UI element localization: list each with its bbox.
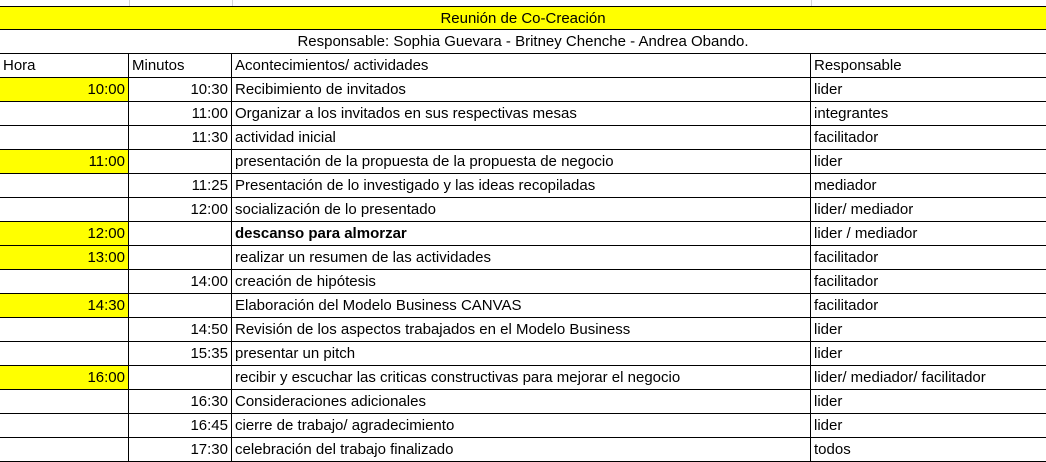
cell-minutos[interactable]: 17:30 <box>129 438 232 462</box>
cell-actividad[interactable]: Organizar a los invitados en sus respectivas mesas <box>232 102 811 126</box>
cell-actividad[interactable]: actividad inicial <box>232 126 811 150</box>
cell-hora[interactable] <box>0 102 129 126</box>
cell-actividad[interactable]: cierre de trabajo/ agradecimiento <box>232 414 811 438</box>
header-actividades[interactable]: Acontecimientos/ actividades <box>232 54 811 78</box>
cell-minutos[interactable]: 11:30 <box>129 126 232 150</box>
cell-minutos[interactable] <box>129 246 232 270</box>
cell-responsable[interactable]: facilitador <box>811 270 1046 294</box>
responsables-row <box>0 30 1046 54</box>
cell-hora[interactable]: 10:00 <box>0 78 129 102</box>
cell-hora[interactable]: 12:00 <box>0 222 129 246</box>
cell-responsable[interactable]: facilitador <box>811 246 1046 270</box>
table-row <box>0 198 1046 222</box>
header-responsable[interactable]: Responsable <box>811 54 1046 78</box>
table-row <box>0 366 1046 390</box>
table-row <box>0 438 1046 462</box>
cell-minutos[interactable]: 15:35 <box>129 342 232 366</box>
cell-minutos[interactable]: 11:00 <box>129 102 232 126</box>
cell-minutos[interactable]: 12:00 <box>129 198 232 222</box>
cell-minutos[interactable] <box>129 294 232 318</box>
cell-minutos[interactable]: 11:25 <box>129 174 232 198</box>
cell-hora[interactable]: 16:00 <box>0 366 129 390</box>
cell-actividad[interactable]: Presentación de lo investigado y las ideas recopiladas <box>232 174 811 198</box>
cell-actividad[interactable]: presentar un pitch <box>232 342 811 366</box>
cell-hora[interactable]: 14:30 <box>0 294 129 318</box>
cell-actividad[interactable]: Revisión de los aspectos trabajados en el Modelo Business <box>232 318 811 342</box>
cell-hora[interactable] <box>0 198 129 222</box>
cell-responsable[interactable]: facilitador <box>811 294 1046 318</box>
cell-minutos[interactable]: 10:30 <box>129 78 232 102</box>
cell-minutos[interactable]: 14:50 <box>129 318 232 342</box>
cell-hora[interactable] <box>0 318 129 342</box>
cell-hora[interactable] <box>0 414 129 438</box>
cell-actividad[interactable]: socialización de lo presentado <box>232 198 811 222</box>
cell-responsable[interactable]: lider <box>811 150 1046 174</box>
cell-responsable[interactable]: lider <box>811 414 1046 438</box>
cell-minutos[interactable]: 16:45 <box>129 414 232 438</box>
header-hora[interactable]: Hora <box>0 54 129 78</box>
cell-minutos[interactable]: 14:00 <box>129 270 232 294</box>
cell-responsable[interactable]: integrantes <box>811 102 1046 126</box>
sheet-title[interactable]: Reunión de Co-Creación <box>0 6 1046 30</box>
cell-actividad[interactable]: Recibimiento de invitados <box>232 78 811 102</box>
table-row <box>0 390 1046 414</box>
cell-actividad[interactable]: celebración del trabajo finalizado <box>232 438 811 462</box>
title-row <box>0 6 1046 30</box>
cell-hora[interactable] <box>0 438 129 462</box>
cell-responsable[interactable]: lider / mediador <box>811 222 1046 246</box>
table-row <box>0 150 1046 174</box>
cell-responsable[interactable]: lider <box>811 78 1046 102</box>
cell-minutos[interactable] <box>129 366 232 390</box>
table-row <box>0 126 1046 150</box>
table-row <box>0 318 1046 342</box>
table-row <box>0 246 1046 270</box>
cell-minutos[interactable] <box>129 222 232 246</box>
table-row <box>0 414 1046 438</box>
cell-hora[interactable] <box>0 270 129 294</box>
table-row <box>0 78 1046 102</box>
responsables-line[interactable]: Responsable: Sophia Guevara - Britney Chenche - Andrea Obando. <box>0 30 1046 54</box>
cell-responsable[interactable]: lider <box>811 342 1046 366</box>
cell-hora[interactable] <box>0 342 129 366</box>
cell-responsable[interactable]: mediador <box>811 174 1046 198</box>
cell-hora[interactable] <box>0 174 129 198</box>
cell-actividad[interactable]: presentación de la propuesta de la propuesta de negocio <box>232 150 811 174</box>
table-row <box>0 342 1046 366</box>
cell-minutos[interactable] <box>129 150 232 174</box>
cell-hora[interactable]: 11:00 <box>0 150 129 174</box>
cell-actividad[interactable]: Consideraciones adicionales <box>232 390 811 414</box>
cell-hora[interactable]: 13:00 <box>0 246 129 270</box>
cell-actividad[interactable]: Elaboración del Modelo Business CANVAS <box>232 294 811 318</box>
table-row <box>0 270 1046 294</box>
cell-minutos[interactable]: 16:30 <box>129 390 232 414</box>
cell-actividad[interactable]: descanso para almorzar <box>232 222 811 246</box>
header-row <box>0 54 1046 78</box>
cell-responsable[interactable]: todos <box>811 438 1046 462</box>
cell-actividad[interactable]: realizar un resumen de las actividades <box>232 246 811 270</box>
cell-hora[interactable] <box>0 126 129 150</box>
table-row <box>0 294 1046 318</box>
cell-responsable[interactable]: lider <box>811 318 1046 342</box>
header-minutos[interactable]: Minutos <box>129 54 232 78</box>
table-row <box>0 222 1046 246</box>
cell-hora[interactable] <box>0 390 129 414</box>
cell-actividad[interactable]: creación de hipótesis <box>232 270 811 294</box>
cell-responsable[interactable]: lider/ mediador <box>811 198 1046 222</box>
cell-responsable[interactable]: lider <box>811 390 1046 414</box>
cell-responsable[interactable]: lider/ mediador/ facilitador <box>811 366 1046 390</box>
cell-actividad[interactable]: recibir y escuchar las criticas constructivas para mejorar el negocio <box>232 366 811 390</box>
table-row <box>0 174 1046 198</box>
table-row <box>0 102 1046 126</box>
cell-responsable[interactable]: facilitador <box>811 126 1046 150</box>
